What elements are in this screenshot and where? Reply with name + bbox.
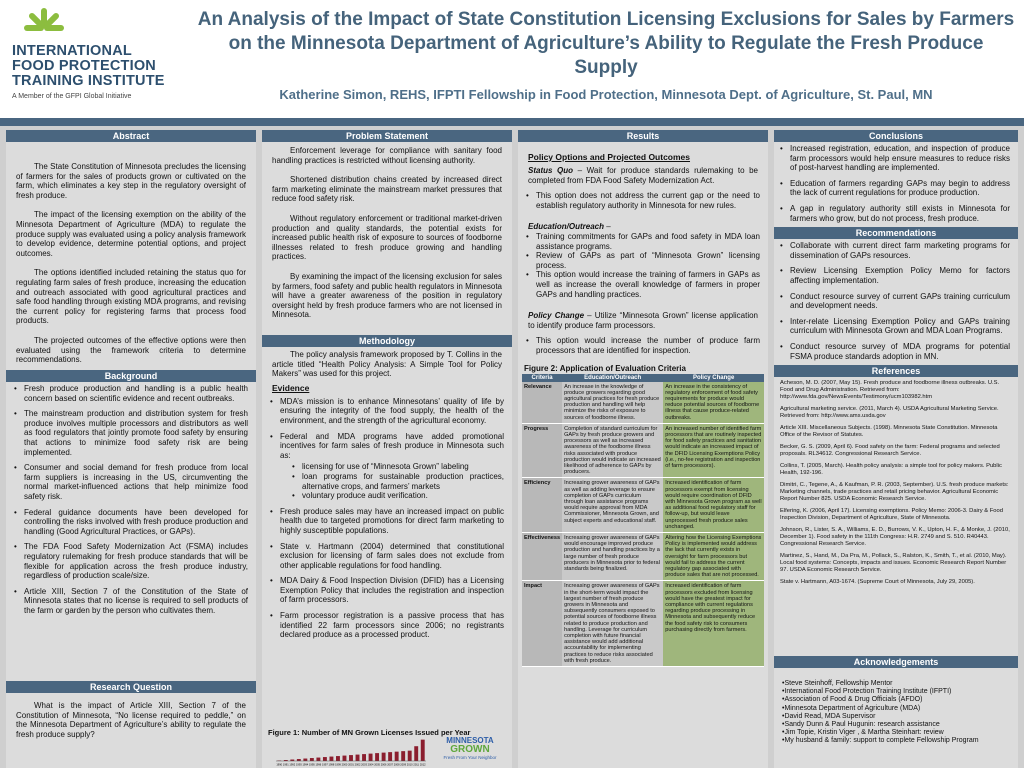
poster-title: An Analysis of the Impact of State Constitution Licensing Exclusions for Sales by Farmers on the Minnesota Department of Agriculture’s Ability to Regulate the Fresh Produce Supply: [197, 9, 1015, 78]
chart-tick-label: 2012: [419, 763, 426, 766]
chart-tick-label: 2001: [348, 763, 354, 766]
methodology-intro: [262, 347, 512, 379]
status-quo-list: [518, 189, 768, 218]
chart-bar-2010: [408, 751, 412, 761]
education-item: • This option would increase the training of farmers in GAPs as well as increase the overall knowledge of farmers in proper GAPs and handling practices.: [526, 270, 760, 299]
poster-authors: Katherine Simon, REHS, IFPTI Fellowship in Food Protection, Minnesota Dept. of Agriculture, St. Paul, MN: [279, 87, 933, 102]
background-item: • The FDA Food Safety Modernization Act (FSMA) includes regulatory rulemaking for fresh produce standards that will be flexible for application across the fresh produce industry, regardless of production scale/size.: [14, 542, 248, 580]
methodology-intro-text: The policy analysis framework proposed by T. Collins in the article titled “Health Policy Analysis: A Simple Tool for Policy Makers” was used for this project.: [272, 350, 502, 379]
policy-change-text: – Utilize “Minnesota Grown” license application to identify produce farm processors.: [528, 311, 758, 330]
reference-item: Collins, T. (2005, March). Health policy analysis: a simple tool for policy makers. Public Health, 192-196.: [780, 463, 1002, 477]
figure-1-caption: Figure 1: Number of MN Grown Licenses Issued per Year: [268, 728, 471, 737]
chart-tick-label: 1992: [289, 763, 296, 766]
problem-paragraph: By examining the impact of the licensing exclusion for sales by farmers, food safety and public health regulators in Minnesota will have a greater awareness of the position in regulatory oversight held by fresh produce farmers who are not licensed in Minnesota.: [272, 271, 502, 320]
mn-grown-tagline: Fresh From Your Neighbor: [443, 755, 497, 760]
background-heading: Background: [6, 370, 256, 382]
policy-change-label: Policy Change: [528, 311, 585, 321]
background-item: • Federal guidance documents have been developed for controlling the risks involved with fresh produce production and handling (Good Agricultural Practices, or GAPs).: [14, 508, 248, 537]
abstract-heading: Abstract: [6, 130, 256, 142]
reference-item: Elfering, K. (2006, April 17). Licensing exemptions. Policy Memo: 2006-3. Dairy & Food Inspection Division, Department of Agriculture, State of Minnesota.: [780, 508, 1003, 522]
logo-line-1: INTERNATIONAL: [12, 43, 132, 59]
recommendation-item: • Collaborate with current direct farm marketing programs for dissemination of GAPs resources.: [780, 241, 1010, 260]
figure-1-bar-chart: [276, 738, 426, 766]
education-dash: –: [604, 222, 611, 232]
recommendations-list: [774, 239, 1018, 365]
education-cell: An increase in the knowledge of produce growers regarding good agricultural practices for fresh produce production and handling will help minimize the risks of exposure to sources of foodborne illness.: [562, 382, 663, 424]
chart-bar-2009: [401, 751, 405, 761]
figure-2-caption: Figure 2: Application of Evaluation Criteria: [524, 363, 686, 373]
references-heading: References: [774, 365, 1018, 377]
education-list: [518, 232, 768, 307]
chart-tick-label: 1991: [282, 763, 289, 766]
background-list: [6, 382, 256, 681]
evidence-item: • State v. Hartmann (2004) determined that constitutional exclusion for licensing of farm sales does not exclude from other applicable regulations for food handling.: [270, 542, 504, 571]
criteria-cell: Progress: [522, 423, 562, 478]
column-4: [774, 130, 1018, 768]
abstract-paragraph: The options identified included retaining the status quo for regulating farm sales of fresh produce, increasing the education and outreach associated with good agricultural practices and safe food handling through existing MDA programs, and revising the current policy for registering farms that process food products.: [16, 268, 246, 326]
evidence-item: • Fresh produce sales may have an increased impact on public health due to targeted promotions for direct farm marketing to highly susceptible populations.: [270, 507, 504, 536]
recommendation-item: • Conduct resource survey of MDA programs for potential FSMA produce standards adoption in MN.: [780, 342, 1010, 361]
education-cell: Increasing grower awareness of GAPs would encourage improved produce production and handling practices by a large number of fresh produce producers in Minnesota prior to federal standards being finalized.: [562, 532, 663, 580]
chart-bar-2011: [414, 746, 418, 761]
reference-item: Johnson, R., Lister, S. A., Williams, E. D., Burrows, V. K., Upton, H. F., & Monke, J. (2010, December 1). Food safety in the 111th Congress: H.R. 2749 and S. 510. R40443. Congressional Research Service.: [780, 527, 1010, 548]
chart-bar-2008: [395, 752, 399, 761]
chart-tick-label: 2006: [380, 763, 387, 766]
chart-bar-2001: [349, 755, 353, 761]
chart-tick-label: 1993: [295, 763, 302, 766]
table-header: Education/Outreach: [562, 374, 663, 382]
criteria-cell: Impact: [522, 581, 562, 667]
evidence-item: • Farm processor registration is a passive process that has identified 22 farm processors since 2006; no registrants declared produce as a processed product.: [270, 611, 504, 640]
education-item: • Training commitments for GAPs and food safety in MDA loan assistance programs.: [526, 232, 760, 251]
chart-bar-2012: [421, 740, 425, 761]
header-divider: [0, 118, 1024, 126]
reference-item: Article XIII. Miscellaneous Subjects. (1998). Minnesota State Constitution. Minnesota Office of the Revisor of Statutes.: [780, 425, 998, 439]
policy-cell: Increased identification of farm processors excluded from licensing would have the greatest impact for compliance with current regulations regarding produce processing in Minnesota and subsequently reduce the food safety risk to consumers purchasing directly from farmers.: [663, 581, 764, 667]
chart-bar-2002: [356, 755, 360, 761]
education-label: Education/Outreach: [528, 222, 605, 232]
education-item: • Review of GAPs as part of “Minnesota Grown” licensing process.: [526, 251, 760, 270]
chart-tick-label: 2011: [413, 763, 420, 766]
background-item: • Consumer and social demand for fresh produce from local farm suppliers is increasing in the US, circumventing the normal market-influenced actions that help minimize food safety risk.: [14, 463, 248, 501]
abstract-paragraph: The impact of the licensing exemption on the ability of the Minnesota Department of Agriculture (MDA) to regulate the produce supply was evaluated using a policy analysis framework to develop evidence, determine potential options, and project outcomes.: [16, 210, 246, 258]
acknowledgement-item: •Minnesota Department of Agriculture (MDA): [782, 704, 921, 712]
problem-paragraph: Enforcement leverage for compliance with sanitary food handling practices is restricted without licensing authority.: [272, 146, 502, 165]
education-cell: Increasing grower awareness of GAPs as well as adding leverage to ensure completion of GAPs curriculum through loan assistance programs would require approval from MDA Commissioner, Minnesota Grown, and subject experts and educational staff.: [562, 478, 663, 533]
references-list: [774, 377, 1018, 594]
problem-paragraph: Shortened distribution chains created by increased direct farm marketing eliminate the mainstream market pressures that reduce food safety risk.: [272, 175, 502, 204]
acknowledgement-item: •Sandy Dunn & Paul Hugunin: research assistance: [782, 721, 940, 729]
recommendation-item: • Conduct resource survey of current GAPs training curriculum and development needs.: [780, 292, 1010, 311]
criteria-cell: Effectiveness: [522, 532, 562, 580]
methodology-heading: Methodology: [262, 335, 512, 347]
policy-change-list: [518, 334, 768, 363]
reference-item: Becker, G. S. (2009, April 6). Food safety on the farm: Federal programs and selected proposals. RL34612. Congressional Research Service.: [780, 444, 1000, 458]
abstract-paragraph: The State Constitution of Minnesota precludes the licensing of farmers for the sales of products grown or cultivated on the farm, which eliminates a key step in the regulatory oversight of fresh produce.: [16, 162, 246, 200]
evidence-subitem: • voluntary produce audit verification.: [292, 491, 504, 501]
table-row: [522, 532, 764, 580]
logo-wordmark: [12, 44, 192, 89]
acknowledgement-item: •International Food Protection Training Institute (IFPTI): [782, 688, 952, 696]
criteria-cell: Relevance: [522, 382, 562, 424]
reference-item: Acheson, M. D. (2007, May 15). Fresh produce and foodborne illness outbreaks. U.S. Food and Drug Administration. Retrieved from: http://www.fda.gov/NewsEvents/Testimony/ucm103982.htm: [780, 380, 1000, 401]
chart-tick-label: 1997: [322, 763, 328, 766]
recommendations-heading: Recommendations: [774, 227, 1018, 239]
chart-bar-2005: [375, 753, 379, 761]
status-quo-item: • This option does not address the current gap or the need to establish regulatory authority in Minnesota for new rules.: [526, 191, 760, 210]
results-heading: Results: [518, 130, 768, 142]
column-1: [6, 130, 256, 768]
evidence-heading: Evidence: [272, 382, 310, 393]
chart-bar-1993: [297, 759, 301, 761]
chart-bar-1996: [316, 758, 320, 761]
chart-bar-2006: [382, 753, 386, 761]
policy-change-item: • This option would increase the number of produce farm processors that are identified for inspection.: [526, 336, 760, 355]
mn-grown-line-2: GROWN: [450, 744, 490, 755]
results-subheading: Policy Options and Projected Outcomes: [528, 152, 691, 162]
policy-change-paragraph: [528, 311, 758, 330]
education-paragraph: [528, 222, 758, 232]
evidence-subitem: • loan programs for sustainable production practices, alternative crops, and farmers’ markets: [292, 472, 504, 491]
table-row: [522, 382, 764, 424]
chart-tick-label: 2008: [393, 763, 400, 766]
recommendation-item: • Review Licensing Exemption Policy Memo for factors affecting implementation.: [780, 266, 1010, 285]
problem-paragraph: Without regulatory enforcement or traditional market-driven production and quality standards, the potential exists for increased public health risk of exposure to sources of foodborne illnesses related to fresh produce growing and handling practices.: [272, 213, 502, 262]
table-header: Policy Change: [663, 374, 764, 382]
chart-bar-1994: [303, 759, 307, 761]
acknowledgements-heading: Acknowledgements: [774, 656, 1018, 668]
background-item: • The mainstream production and distribution system for fresh produce involves multiple processors and distributors as well as food regulators that jointly promote food safety by ensuring that actions to minimize food safety risk are being implemented.: [14, 409, 248, 457]
chart-tick-label: 1994: [302, 763, 309, 766]
abstract-paragraph: The projected outcomes of the effective options were then evaluated using the framework criteria to determine recommendations.: [16, 335, 246, 365]
table-row: [522, 478, 764, 533]
evidence-sublist: [280, 462, 504, 500]
chart-bar-2003: [362, 754, 366, 761]
chart-tick-label: 1998: [328, 763, 335, 766]
education-cell: Increasing grower awareness of GAPs in the short-term would impact the largest number of fresh produce growers in Minnesota and subsequently consumers exposed to potential sources of foodborne illness related to produce production and handling. Leverage for curriculum completion with future financial assistance would add additional accountability for implementing practices to reduce risks associated with fresh produce.: [562, 581, 663, 667]
chart-bar-2007: [388, 752, 392, 761]
policy-cell: Increased identification of farm processors exempt from licensing would require coordination of DFID with Minnesota Grown program as well as additional food regulatory staff for follow-up, but would leave unprocessed fresh produce sales unchanged.: [663, 478, 764, 533]
conclusions-list: [774, 142, 1018, 227]
policy-cell: Altering how the Licensing Exemptions Policy is implemented would address the lack that currently exists in oversight for farm processors but would fail to address the current regulatory gap associated with produce sales that are not processed.: [663, 532, 764, 580]
chart-bar-1998: [329, 757, 333, 761]
acknowledgement-item: •Association of Food & Drug Officials (AFDO): [782, 696, 923, 704]
problem-statement-heading: Problem Statement: [262, 130, 512, 142]
policy-cell: An increase in the consistency of regulatory enforcement of food safety requirements for produce would reduce potential sources of foodborne illness that cause produce-related outbreaks.: [663, 382, 764, 424]
education-cell: Completion of standard curriculum for GAPs by fresh produce growers and processors as well as increased awareness of the foodborne illness risks associated with produce production would indicate an increased likelihood of adherence to GAPs by producers.: [562, 423, 663, 478]
evidence-item: • MDA Dairy & Food Inspection Division (DFID) has a Licensing Exemption Policy that includes the registration and inspection of farm processors.: [270, 576, 504, 605]
acknowledgement-item: •David Read, MDA Supervisor: [782, 712, 876, 720]
research-question-body: [6, 693, 256, 752]
reference-item: Dimitri, C., Tegene, A., & Kaufman, P. R. (2003, September). U.S. fresh produce markets: Marketing channels, trade practices and retail pricing behavior. Agricultural Economic Report Number 825. USDA Economic Research Service.: [780, 482, 1009, 503]
chart-tick-label: 2000: [341, 763, 348, 766]
abstract-body: [6, 142, 256, 370]
chart-tick-label: 1990: [276, 763, 283, 766]
research-question-heading: Research Question: [6, 681, 256, 693]
chart-tick-label: 1996: [315, 763, 322, 766]
background-item: • Article XIII, Section 7 of the Constitution of the State of Minnesota states that no license is required to sell products of the farm or garden by the person who cultivates them.: [14, 587, 248, 616]
status-quo-paragraph: [528, 166, 758, 185]
poster-header: [0, 0, 1024, 126]
acknowledgement-item: •My husband & family: support to complete Fellowship Program: [782, 737, 979, 745]
table-header: Criteria: [522, 374, 562, 382]
minnesota-grown-logo: [432, 736, 508, 766]
chart-bar-1999: [336, 756, 340, 761]
logo-tagline: A Member of the GFPI Global Initiative: [12, 93, 132, 100]
logo-line-2: FOOD PROTECTION: [12, 58, 156, 74]
conclusion-item: • A gap in regulatory authority still exists in Minnesota for farmers who grow, but do not process, fresh produce.: [780, 204, 1010, 223]
conclusion-item: • Increased registration, education, and inspection of produce farm processors would help ensure measures to reduce risks of post-harvest handling are implemented.: [780, 144, 1010, 173]
background-item: • Fresh produce production and handling is a public health concern based on scientific evidence and recent outbreaks.: [14, 384, 248, 403]
evidence-item: • MDA’s mission is to enhance Minnesotans’ quality of life by ensuring the integrity of the food supply, the health of the environment, and the strength of the agricultural economy.: [270, 397, 504, 426]
conclusions-heading: Conclusions: [774, 130, 1018, 142]
recommendation-item: • Inter-relate Licensing Exemption Policy and GAPs training curriculum with Minnesota Grown and MDA Loan Programs.: [780, 317, 1010, 336]
table-row: [522, 581, 764, 667]
chart-tick-label: 1999: [335, 763, 341, 766]
chart-tick-label: 1995: [308, 763, 315, 766]
table-header-row: [522, 374, 764, 382]
reference-item: Martinez, S., Hand, M., Da Pra, M., Pollack, S., Ralston, K., Smith, T., et al. (2010, May). Local food systems: Concepts, impacts and issues. Economic Research Report Number 97. USDA Economic Research Service.: [780, 553, 1007, 574]
evidence-item-text: Federal and MDA programs have added promotional incentives for farm sales of fresh produce in Minnesota such as:: [280, 431, 504, 460]
status-quo-text: – Wait for produce standards rulemaking to be completed from FDA Food Safety Modernization Act.: [528, 166, 759, 185]
column-2: [262, 130, 512, 768]
chart-tick-label: 2004: [367, 763, 374, 766]
logo-line-3: TRAINING INSTITUTE: [12, 73, 165, 89]
chart-tick-label: 2002: [354, 763, 361, 766]
chart-tick-label: 2005: [374, 763, 380, 766]
table-row: [522, 423, 764, 478]
chart-bar-1995: [310, 758, 314, 761]
chart-tick-label: 2003: [361, 763, 367, 766]
criteria-cell: Efficiency: [522, 478, 562, 533]
chart-bar-1997: [323, 757, 327, 761]
chart-bar-2000: [343, 756, 347, 761]
evidence-list: [262, 395, 512, 648]
research-question-text: What is the impact of Article XIII, Section 7 of the Constitution of Minnesota, “No license required to peddle,” on the Minnesota Department of Agriculture’s ability to regulate the fresh produce supply?: [16, 701, 246, 739]
chart-bar-2004: [369, 754, 373, 761]
acknowledgements-list: [774, 676, 1018, 750]
column-3: [518, 130, 768, 768]
policy-cell: An increased number of identified farm processors that are routinely inspected for food safety practices and sanitation would indicate an increased impact of the DFID Licensing Exemptions Policy (i.e., no-fee registration and inspection of farm processors).: [663, 423, 764, 478]
evidence-item: [270, 432, 504, 501]
evidence-subitem: • licensing for use of “Minnesota Grown” labeling: [292, 462, 504, 472]
acknowledgement-item: •Steve Steinhoff, Fellowship Mentor: [782, 680, 893, 687]
acknowledgement-item: •Jim Topie, Kristin Viger , & Martha Steinhart: review: [782, 729, 944, 737]
status-quo-label: Status Quo: [528, 166, 574, 175]
conclusion-item: • Education of farmers regarding GAPs may begin to address the lack of current regulations for produce production.: [780, 179, 1010, 198]
reference-item: State v. Hartmann, A03-1674. (Supreme Court of Minnesota, July 29, 2005).: [780, 579, 975, 586]
problem-statement-body: [262, 142, 512, 335]
reference-item: Agricultural marketing service. (2011, March 4). USDA Agricultural Marketing Service. Retrieved from: http://www.ams.usda.gov: [780, 406, 999, 420]
chart-tick-label: 2007: [387, 763, 394, 766]
chart-tick-label: 2009: [400, 763, 407, 766]
evaluation-criteria-table: [522, 374, 764, 668]
chart-tick-label: 2010: [406, 763, 413, 766]
mn-grown-line-1: MINNESOTA: [446, 736, 494, 745]
